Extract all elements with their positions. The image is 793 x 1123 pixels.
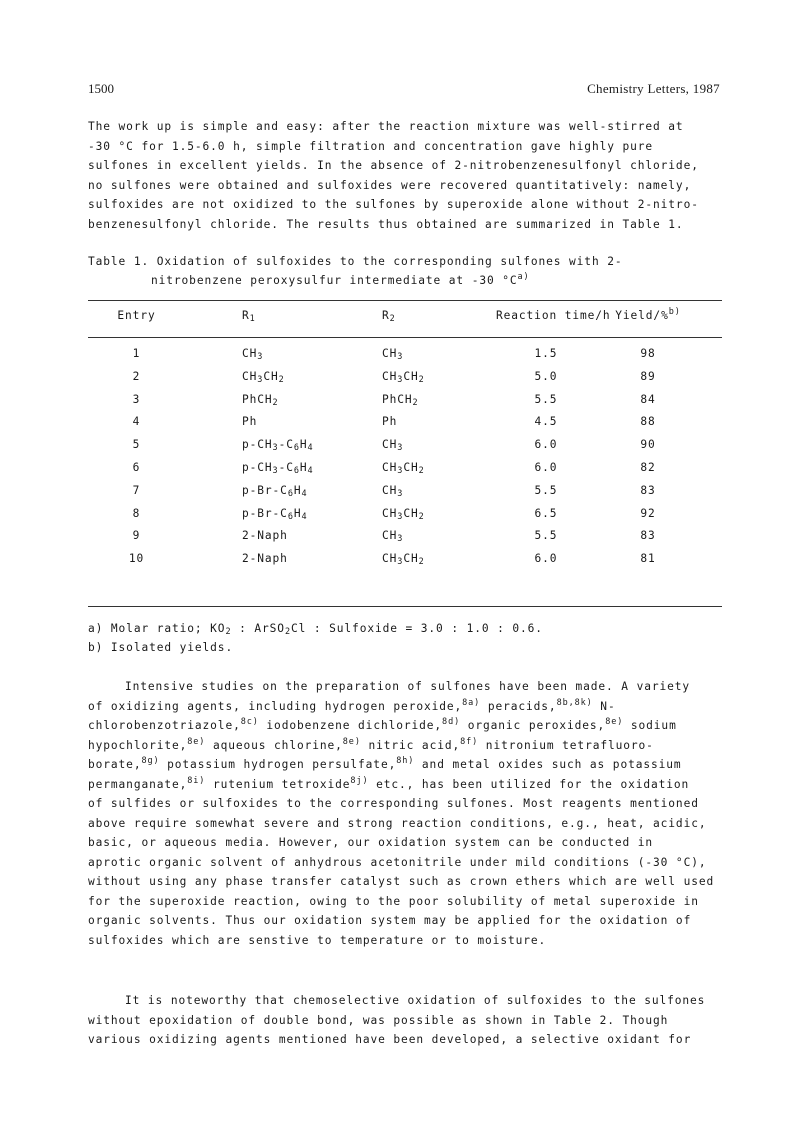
formula-text: CH	[242, 347, 258, 360]
cell-entry: 2	[132, 369, 141, 383]
cell-r2	[382, 461, 425, 474]
cell-r1	[242, 552, 288, 565]
r1-formula	[242, 484, 308, 497]
formula-text: CH	[382, 506, 398, 520]
formula-text: p-Br-C	[242, 506, 288, 520]
cell-r1	[242, 507, 308, 520]
paragraph-line: It is noteworthy that chemoselective oxidation of sulfoxides to the sulfones	[125, 994, 706, 1007]
paragraph-line: benzenesulfonyl chloride. The results thus obtained are summarized in Table 1.	[88, 217, 684, 231]
paragraph-text: potassium hydrogen persulfate,	[159, 758, 397, 771]
cell-yield: 89	[640, 369, 656, 383]
table-row	[88, 415, 722, 438]
formula-subscript: 2	[272, 397, 279, 408]
cell-r2	[382, 347, 403, 360]
header-reaction-time: Reaction time/h	[496, 309, 611, 322]
cell-reaction-time: 6.0	[534, 438, 558, 452]
cell-entry: 7	[132, 483, 141, 497]
journal-header: Chemistry Letters, 1987	[587, 81, 720, 96]
reference-superscript: 8e)	[605, 717, 624, 727]
footnote-b: b) Isolated yields.	[88, 641, 234, 654]
formula-subscript: 4	[307, 465, 314, 476]
r1-formula	[242, 461, 314, 474]
paragraph-text: hypochlorite,	[88, 738, 188, 752]
reference-superscript: 8d)	[442, 717, 461, 727]
formula-subscript: 2	[418, 511, 425, 522]
final-paragraph	[88, 991, 721, 1050]
cell-yield: 98	[640, 347, 656, 360]
cell-r1	[242, 438, 314, 454]
paragraph-line	[88, 716, 721, 736]
formula-text: CH	[263, 369, 279, 383]
paragraph-line: -30 °C for 1.5-6.0 h, simple filtration and concentration gave highly pure	[88, 139, 654, 153]
formula-subscript: 2	[284, 627, 291, 637]
table-body	[88, 347, 722, 575]
table-row	[88, 552, 722, 575]
formula-text: CH	[242, 369, 258, 383]
reference-superscript: 8e)	[187, 736, 206, 747]
cell-r2	[382, 529, 404, 545]
formula-text: p-CH	[242, 460, 273, 474]
formula-text: CH	[403, 460, 419, 474]
paragraph-text: iodobenzene dichloride,	[258, 719, 443, 732]
formula-text: 2-Naph	[242, 552, 288, 566]
formula-subscript: 3	[397, 443, 404, 454]
page-number: 1500	[88, 81, 114, 96]
cell-entry: 5	[132, 438, 141, 452]
cell-r1	[242, 415, 257, 428]
r2-formula	[382, 415, 397, 428]
header-r2-subscript: 2	[389, 314, 396, 324]
formula-subscript: 3	[257, 374, 264, 385]
r1-formula	[242, 552, 288, 565]
header-r1-subscript: 1	[249, 314, 256, 324]
paragraph-line: no sulfones were obtained and sulfoxides were recovered quantitatively: namely,	[88, 178, 692, 192]
formula-text: -C	[278, 438, 294, 452]
header-yield	[593, 309, 703, 322]
cell-reaction-time: 5.0	[534, 369, 558, 383]
cell-yield: 82	[640, 460, 656, 474]
formula-text: H	[293, 506, 302, 520]
r2-formula	[382, 393, 419, 406]
paragraph-text: and metal oxides such as potassium	[414, 758, 682, 771]
formula-text: CH	[382, 460, 398, 474]
table-row	[88, 484, 722, 507]
r2-formula	[382, 529, 404, 545]
formula-text: PhCH	[382, 392, 413, 406]
cell-yield: 90	[640, 438, 656, 452]
paragraph-line: various oxidizing agents mentioned have been developed, a selective oxidant for	[88, 1033, 692, 1046]
intro-paragraph	[88, 117, 721, 234]
formula-subscript: 3	[257, 352, 264, 362]
cell-r2	[382, 370, 425, 383]
paragraph-line: without epoxidation of double bond, was possible as shown in Table 2. Though	[88, 1013, 669, 1027]
table-header-row	[88, 309, 722, 329]
paragraph-text: nitric acid,	[360, 738, 461, 752]
paragraph-text: without using any phase transfer catalyst such as crown ethers which are well used	[88, 875, 715, 888]
r1-formula	[242, 438, 314, 454]
cell-r1	[242, 393, 279, 406]
cell-entry: 3	[132, 392, 141, 406]
paragraph-text: Intensive studies on the preparation of sulfones have been made. A variety	[125, 680, 691, 693]
r2-formula	[382, 438, 404, 454]
formula-subscript: 6	[287, 511, 294, 522]
reference-superscript: 8f)	[460, 736, 479, 747]
paragraph-line	[88, 677, 721, 697]
paragraph-line	[88, 794, 721, 814]
paragraph-text: for the superoxide reaction, owing to the poor solubility of metal superoxide in	[88, 894, 699, 908]
cell-yield: 83	[640, 529, 656, 543]
footnote-a-formula	[88, 622, 543, 635]
cell-entry: 10	[128, 552, 145, 566]
r1-formula	[242, 507, 308, 520]
formula-subscript: 3	[397, 488, 404, 499]
paragraph-text: permanganate,	[88, 777, 188, 791]
r1-formula	[242, 529, 288, 542]
cell-r1	[242, 370, 285, 383]
paragraph-line	[88, 833, 721, 853]
reference-superscript: 8g)	[141, 756, 160, 766]
formula-text: CH	[382, 438, 398, 452]
cell-r2	[382, 415, 397, 428]
cell-reaction-time: 5.5	[534, 529, 558, 543]
formula-text: H	[299, 460, 308, 474]
formula-text: PhCH	[242, 392, 273, 406]
cell-yield: 92	[640, 506, 656, 520]
cell-r1	[242, 347, 263, 360]
formula-text: Ph	[382, 415, 398, 429]
table-caption-footnote-mark: a)	[517, 272, 530, 282]
cell-entry: 9	[132, 529, 141, 543]
cell-reaction-time: 5.5	[534, 483, 558, 497]
header-yield-footnote-mark: b)	[668, 307, 681, 317]
formula-subscript: 4	[301, 511, 308, 522]
cell-yield: 81	[640, 552, 656, 566]
table-row	[88, 438, 722, 461]
paragraph-text: peracids,	[480, 699, 557, 713]
table-row	[88, 507, 722, 530]
paragraph-line	[88, 814, 721, 834]
table-row	[88, 393, 722, 416]
formula-subscript: 6	[293, 465, 300, 476]
cell-reaction-time: 5.5	[534, 392, 558, 406]
reference-superscript: 8i)	[187, 775, 206, 786]
reference-superscript: 8c)	[240, 717, 259, 727]
formula-text: p-Br-C	[242, 483, 288, 497]
r2-formula	[382, 370, 425, 383]
paragraph-text: nitronium tetrafluoro-	[478, 738, 654, 752]
table-caption	[88, 252, 721, 290]
paragraph-text: sulfoxides which are senstive to temperature or to moisture.	[88, 933, 547, 947]
table-caption-line1: Table 1. Oxidation of sulfoxides to the corresponding sulfones with 2-	[88, 255, 623, 268]
reference-superscript: 8b,8k)	[556, 697, 593, 708]
cell-entry: 8	[132, 506, 141, 520]
formula-text: CH	[382, 483, 398, 497]
cell-entry: 1	[132, 347, 141, 360]
cell-entry: 6	[132, 460, 141, 474]
formula-subscript: 4	[301, 488, 308, 499]
formula-subscript: 3	[272, 465, 279, 476]
formula-subscript: 3	[397, 352, 404, 362]
formula-text: CH	[382, 347, 398, 360]
r2-formula	[382, 507, 425, 520]
formula-subscript: 3	[397, 557, 404, 568]
formula-subscript: 3	[397, 465, 404, 476]
header-r2-letter: R	[382, 309, 390, 322]
paragraph-line	[88, 775, 721, 795]
reference-superscript: 8j)	[350, 775, 369, 786]
cell-r2	[382, 507, 425, 520]
r1-formula	[242, 370, 285, 383]
cell-yield: 83	[640, 483, 656, 497]
cell-reaction-time: 1.5	[534, 347, 558, 360]
formula-text: CH	[382, 369, 398, 383]
paragraph-text: above require somewhat severe and strong reaction conditions, e.g., heat, acidic,	[88, 816, 707, 830]
formula-text: CH	[403, 506, 419, 520]
table-row	[88, 370, 722, 393]
formula-subscript: 2	[278, 374, 285, 385]
paragraph-text: aqueous chlorine,	[205, 738, 343, 752]
formula-subscript: 2	[418, 465, 425, 476]
paragraph-line: sulfones in excellent yields. In the absence of 2-nitrobenzenesulfonyl chloride,	[88, 159, 699, 172]
paragraph-text: rutenium tetroxide	[205, 777, 351, 791]
paragraph-line: The work up is simple and easy: after the reaction mixture was well-stirred at	[88, 120, 684, 133]
paragraph-line: sulfoxides are not oxidized to the sulfones by superoxide alone without 2-nitro-	[88, 198, 699, 211]
cell-r1	[242, 484, 308, 497]
paragraph-line	[88, 755, 721, 775]
header-r1-letter: R	[242, 309, 250, 322]
table-bottom-rule	[88, 606, 722, 607]
r1-formula	[242, 347, 263, 360]
formula-subscript: 2	[418, 374, 425, 385]
formula-subscript: 2	[225, 627, 232, 637]
cell-r1	[242, 461, 314, 474]
cell-r2	[382, 484, 403, 497]
paragraph-line	[88, 911, 721, 931]
paragraph-text: of sulfides or sulfoxides to the corresponding sulfones. Most reagents mentioned	[88, 797, 699, 810]
formula-text: CH	[382, 552, 398, 566]
formula-text: p-CH	[242, 438, 273, 452]
table-header-rule	[88, 337, 722, 338]
r2-formula	[382, 461, 425, 474]
paragraph-line	[88, 892, 721, 912]
r2-formula	[382, 552, 425, 568]
paragraph-text: aprotic organic solvent of anhydrous acetonitrile under mild conditions (-30 °C),	[88, 855, 707, 869]
paragraph-text: sodium	[623, 719, 677, 732]
table-row	[88, 347, 722, 370]
paragraph-line	[88, 697, 721, 717]
formula-subscript: 2	[418, 557, 425, 568]
formula-subscript: 4	[307, 443, 314, 454]
body-paragraph	[88, 677, 721, 950]
formula-text: Ph	[242, 415, 258, 429]
paragraph-text: N-	[592, 699, 616, 713]
paragraph-text: organic peroxides,	[460, 719, 606, 732]
cell-entry: 4	[132, 415, 141, 429]
paragraph-line	[88, 931, 721, 951]
cell-r2	[382, 552, 425, 568]
r2-formula	[382, 484, 403, 497]
formula-text: 2-Naph	[242, 529, 288, 543]
cell-yield: 88	[640, 415, 656, 429]
formula-text: Cl : Sulfoxide = 3.0 : 1.0 : 0.6.	[290, 622, 543, 635]
cell-yield: 84	[640, 392, 656, 406]
footnote-a	[88, 619, 543, 638]
table-top-rule	[88, 300, 722, 301]
formula-text: CH	[403, 369, 419, 383]
table-row	[88, 461, 722, 484]
cell-reaction-time: 6.0	[534, 552, 558, 566]
formula-text: a) Molar ratio; KO	[88, 622, 226, 635]
header-yield-text: Yield/%	[615, 309, 669, 322]
formula-text: : ArSO	[231, 622, 285, 635]
cell-reaction-time: 6.0	[534, 460, 558, 474]
cell-reaction-time: 6.5	[534, 506, 558, 520]
cell-r2	[382, 393, 419, 406]
cell-r2	[382, 438, 404, 454]
paragraph-text: chlorobenzotriazole,	[88, 719, 241, 732]
paragraph-text: etc., has been utilized for the oxidation	[368, 777, 690, 791]
table-row	[88, 529, 722, 552]
formula-subscript: 3	[272, 443, 279, 454]
reference-superscript: 8e)	[342, 736, 361, 747]
formula-subscript: 6	[293, 443, 300, 454]
table-caption-text: nitrobenzene peroxysulfur intermediate at -30 °C	[151, 274, 518, 287]
header-r1	[242, 309, 256, 322]
formula-subscript: 2	[412, 397, 419, 408]
formula-text: H	[299, 438, 308, 452]
paragraph-text: basic, or aqueous media. However, our oxidation system can be conducted in	[88, 836, 654, 849]
paragraph-text: organic solvents. Thus our oxidation system may be applied for the oxidation of	[88, 914, 692, 927]
paragraph-line	[88, 853, 721, 873]
formula-text: CH	[382, 529, 398, 543]
cell-reaction-time: 4.5	[534, 415, 558, 429]
r2-formula	[382, 347, 403, 360]
formula-subscript: 3	[397, 534, 404, 545]
header-r2	[382, 309, 396, 322]
cell-r1	[242, 529, 288, 542]
formula-subscript: 6	[287, 488, 294, 499]
formula-subscript: 3	[397, 511, 404, 522]
table-caption-line2	[88, 271, 721, 290]
paragraph-line	[88, 736, 721, 756]
reference-superscript: 8a)	[462, 697, 481, 708]
paragraph-line	[88, 872, 721, 892]
formula-subscript: 3	[397, 374, 404, 385]
formula-text: H	[293, 483, 302, 497]
formula-text: -C	[278, 460, 294, 474]
reference-superscript: 8h)	[396, 756, 415, 766]
header-entry: Entry	[117, 309, 156, 322]
r1-formula	[242, 393, 279, 406]
r1-formula	[242, 415, 257, 428]
table-footnotes	[88, 619, 543, 657]
paragraph-text: of oxidizing agents, including hydrogen peroxide,	[88, 699, 463, 713]
paragraph-text: borate,	[88, 758, 142, 771]
formula-text: CH	[403, 552, 419, 566]
